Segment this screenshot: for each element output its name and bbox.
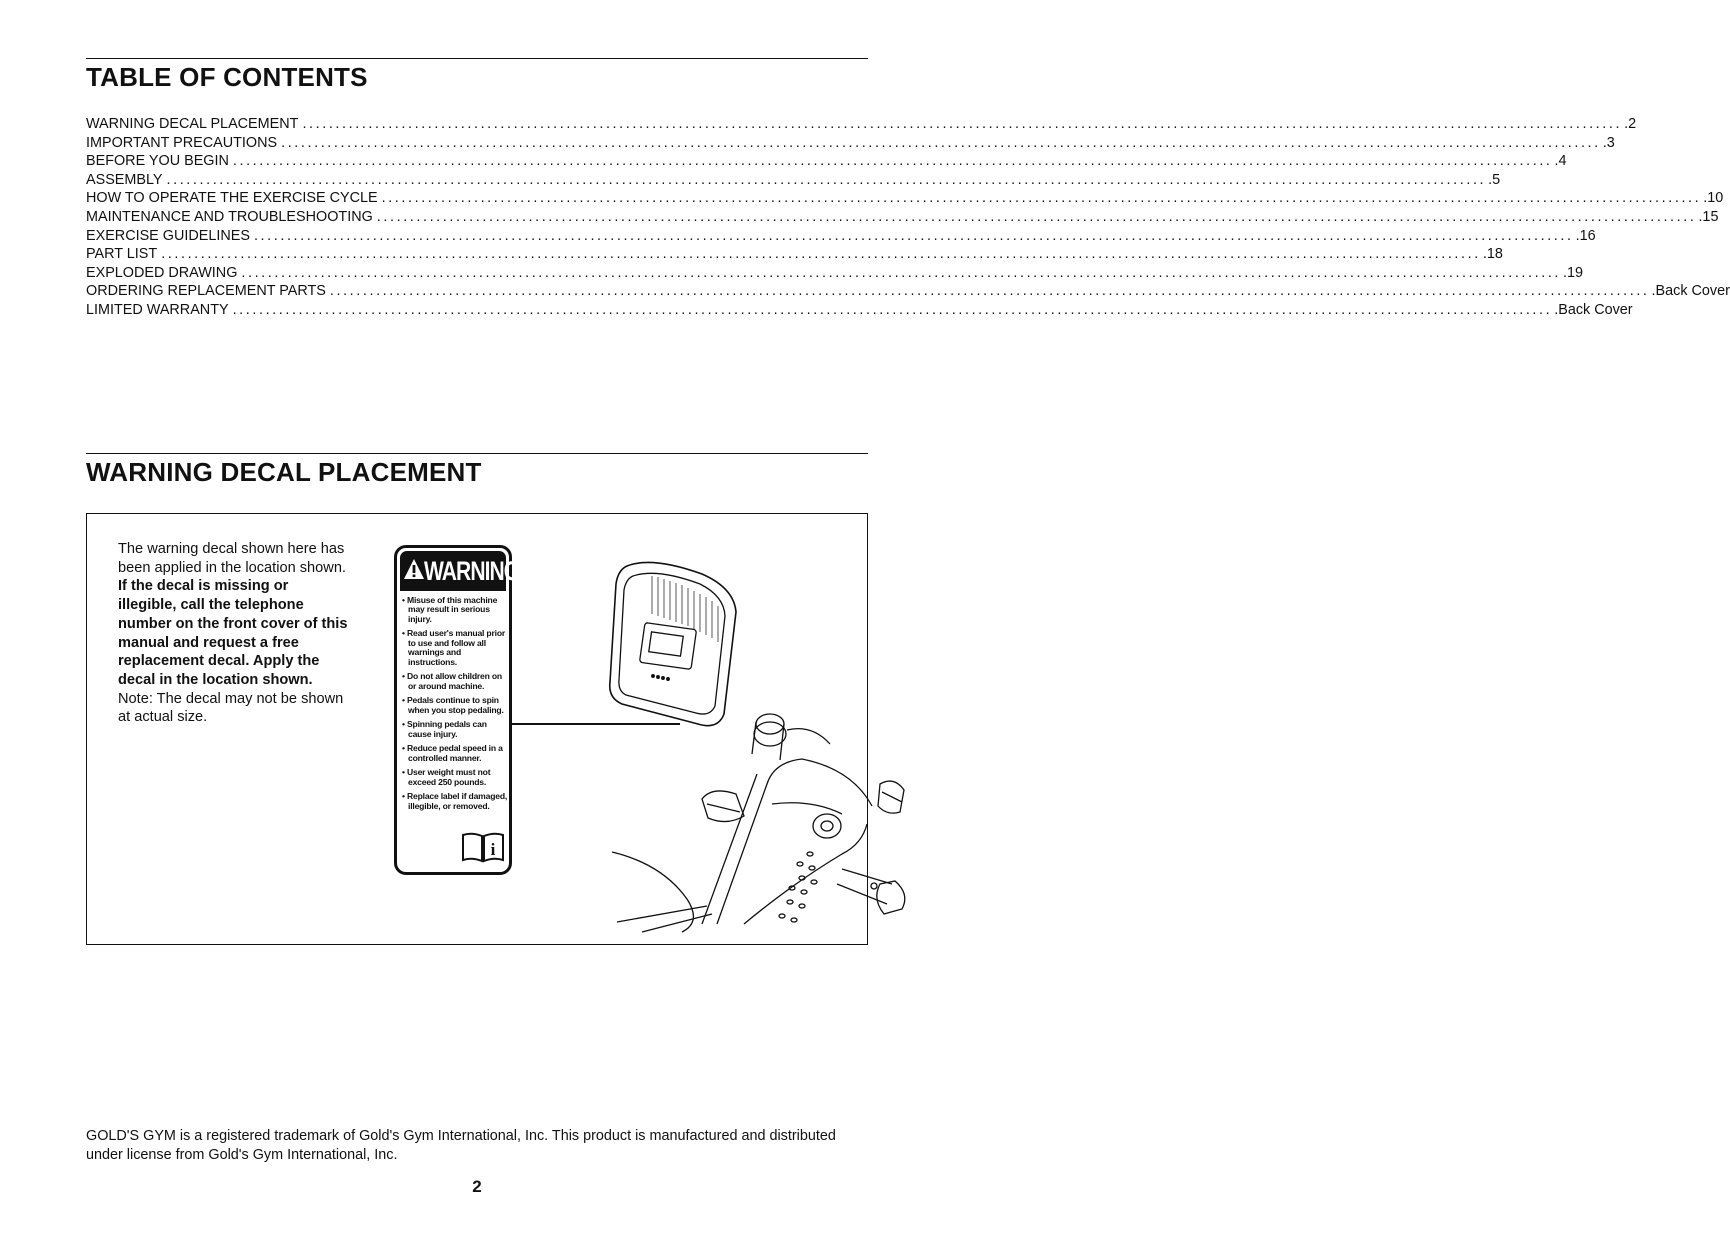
toc-entry-page: .16: [1575, 227, 1596, 244]
frame-drawing: [702, 759, 905, 924]
toc-entry-page: .5: [1488, 171, 1501, 188]
toc-entry: [86, 116, 1637, 135]
warning-decal: [394, 545, 520, 875]
warning-item: • User weight must not exceed 250 pounds.: [402, 767, 491, 787]
page-number: 2: [472, 1177, 482, 1196]
toc-entry-page: .Back Cover: [1554, 301, 1633, 318]
warning-item: • Spinning pedals can cause injury.: [402, 719, 487, 739]
toc-entry-title: PART LIST: [86, 246, 158, 263]
toc-entry-title: EXERCISE GUIDELINES: [86, 227, 250, 244]
toc-entry-title: WARNING DECAL PLACEMENT: [86, 116, 299, 132]
toc-entry-page: .15: [1698, 208, 1719, 225]
warning-items: [402, 596, 512, 816]
toc-entry-title: ORDERING REPLACEMENT PARTS: [86, 283, 326, 300]
toc-top-rule: [86, 58, 868, 59]
toc-entry-title: LIMITED WARRANTY: [86, 301, 229, 318]
console-drawing: [610, 562, 736, 725]
trademark-notice: GOLD'S GYM is a registered trademark of Gold's Gym International, Inc. This product is manufactured and distributed under license from Gold's Gym International, Inc.: [86, 1128, 836, 1163]
toc-dot-leader: ........................................................................................................................................................................................................: [161, 246, 1481, 263]
toc-dot-leader: ........................................................................................................................................................................................................: [166, 171, 1487, 188]
toc-entry-title: BEFORE YOU BEGIN: [86, 153, 229, 170]
book-letter: i: [490, 840, 496, 859]
toc-dot-leader: ........................................................................................................................................................................................................: [329, 283, 1650, 300]
table-of-contents: [86, 116, 1730, 321]
toc-entry: [86, 134, 1615, 154]
toc-dot-leader: ........................................................................................................................................................................................................: [376, 208, 1697, 225]
exercise-cycle-illustration: [512, 554, 862, 934]
toc-entry-page: .18: [1482, 246, 1503, 263]
warning-triangle-icon: [403, 558, 425, 580]
toc-entry-page: .19: [1563, 264, 1584, 281]
toc-dot-leader: ........................................................................................................................................................................................................: [253, 227, 1574, 244]
decal-note-text: Note: The decal may not be shown at actual size.: [118, 690, 344, 726]
toc-entry: [86, 153, 1567, 172]
warning-item: • Misuse of this machine may result in serious injury.: [402, 595, 498, 624]
decal-intro-text: The warning decal shown here has been applied in the location shown.: [118, 541, 346, 576]
warning-item: • Replace label if damaged, illegible, or removed.: [402, 791, 508, 811]
toc-entry-page: .10: [1703, 190, 1724, 207]
seat-drawing: [612, 852, 712, 932]
warning-header: [400, 551, 520, 591]
handlebar-drawing: [752, 714, 830, 760]
toc-entry: [86, 171, 1501, 191]
toc-entry-title: ASSEMBLY: [86, 171, 163, 188]
toc-dot-leader: ........................................................................................................................................................................................................: [381, 190, 1702, 207]
toc-entry-title: HOW TO OPERATE THE EXERCISE CYCLE: [86, 190, 378, 207]
warning-item: • Do not allow children on or around machine.: [402, 671, 502, 691]
toc-entry-page: .2: [1624, 116, 1637, 132]
toc-heading: TABLE OF CONTENTS: [86, 62, 368, 92]
decal-top-rule: [86, 453, 868, 454]
decal-bold-text: If the decal is missing or illegible, call the telephone number on the front cover of this manual and request a free replacement decal. Apply the decal in the location shown.: [118, 578, 348, 688]
toc-entry-page: .4: [1554, 153, 1567, 170]
toc-entry-title: EXPLODED DRAWING: [86, 264, 238, 281]
toc-entry: [86, 190, 1724, 209]
toc-entry: [86, 264, 1584, 284]
toc-entry-title: IMPORTANT PRECAUTIONS: [86, 134, 278, 151]
toc-entry: [86, 208, 1719, 228]
decal-section-heading: WARNING DECAL PLACEMENT: [86, 457, 482, 487]
warning-item: • Read user's manual prior to use and follow all warnings and instructions.: [402, 628, 506, 667]
toc-entry: [86, 283, 1730, 302]
manual-book-icon: [461, 831, 505, 863]
toc-dot-leader: ........................................................................................................................................................................................................: [302, 116, 1623, 132]
toc-entry: [86, 301, 1633, 321]
decal-instructions: [118, 540, 350, 727]
warning-title: WARNING: [424, 556, 520, 586]
toc-entry: [86, 227, 1596, 247]
decal-panel: [86, 513, 868, 945]
toc-entry: [86, 246, 1503, 265]
warning-item: • Pedals continue to spin when you stop pedaling.: [402, 695, 504, 715]
toc-dot-leader: ........................................................................................................................................................................................................: [241, 264, 1562, 281]
toc-dot-leader: ........................................................................................................................................................................................................: [232, 153, 1553, 170]
toc-entry-title: MAINTENANCE AND TROUBLESHOOTING: [86, 208, 373, 225]
warning-item: • Reduce pedal speed in a controlled manner.: [402, 743, 503, 763]
pedals-drawing: [702, 781, 904, 821]
toc-entry-page: .Back Cover: [1651, 283, 1730, 300]
toc-dot-leader: ........................................................................................................................................................................................................: [281, 134, 1601, 151]
toc-dot-leader: ........................................................................................................................................................................................................: [232, 301, 1553, 318]
toc-entry-page: .3: [1602, 134, 1615, 151]
